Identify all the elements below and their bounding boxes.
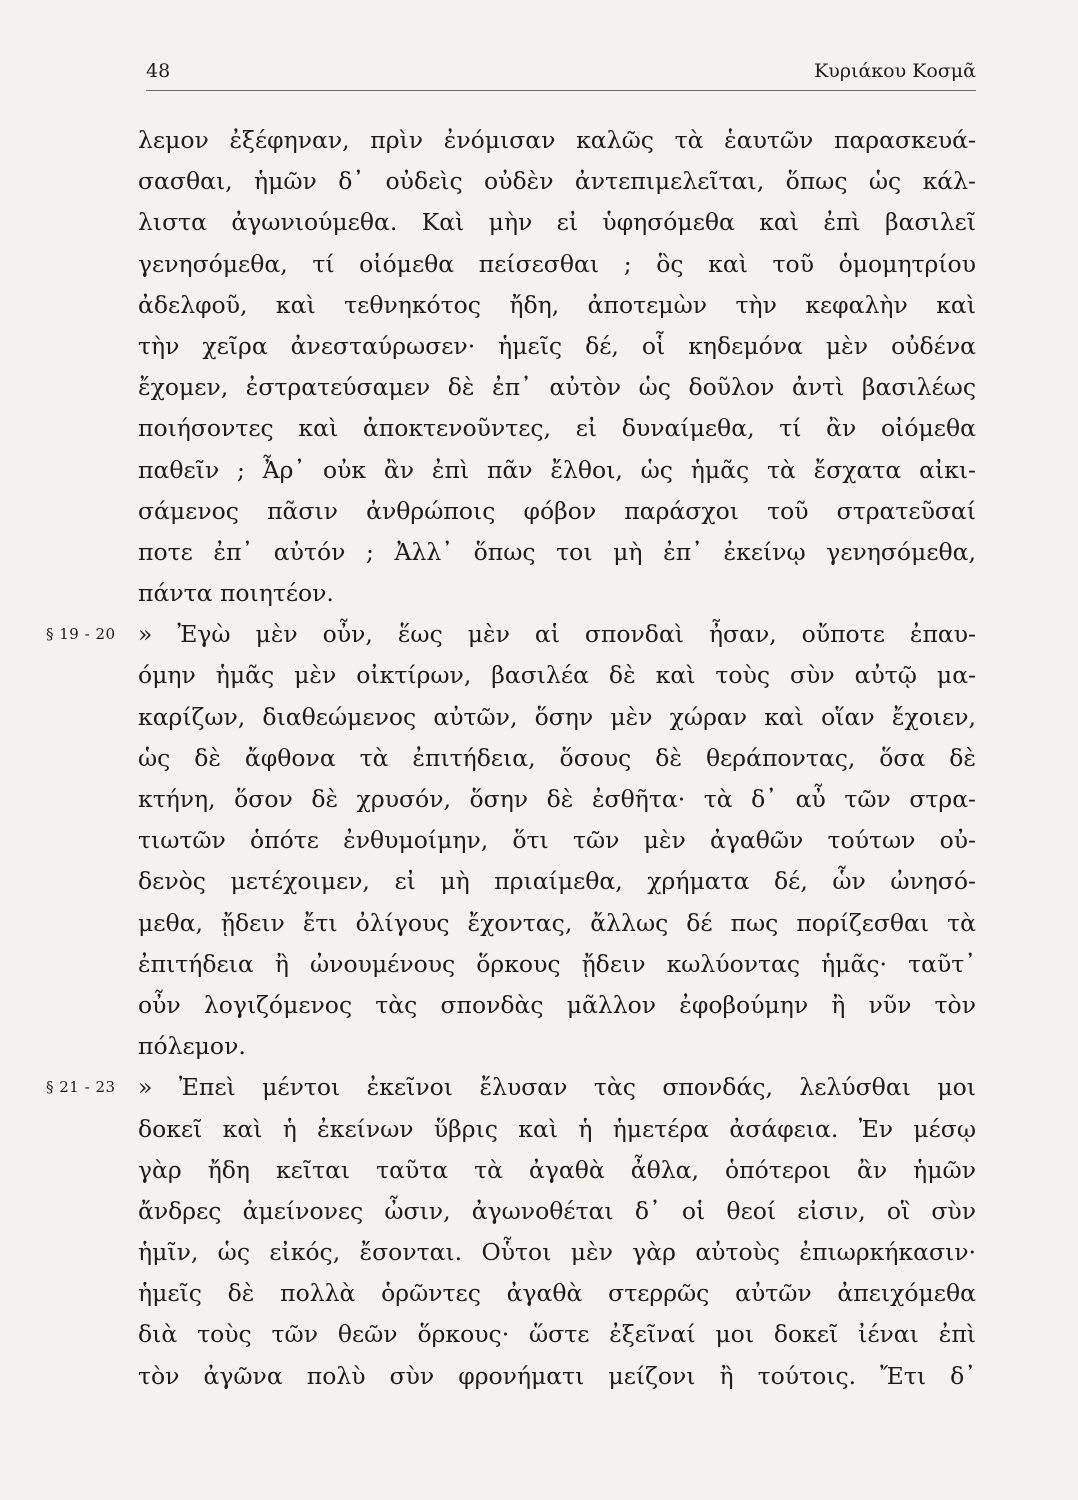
page-header [146,58,976,91]
running-head: Κυριάκου Κοσμᾶ [814,60,976,82]
text-line: τὸν ἀγῶνα πολὺ σὺν φρονήματι μείζονι ἢ τούτοις. Ἔτι δ᾽ [138,1361,976,1390]
line-text: » Ἐγὼ μὲν οὖν, ἕως μὲν αἱ σπονδαὶ ἦσαν, οὔποτε ἐπαυ- [138,620,976,649]
text-line: δοκεῖ καὶ ἡ ἐκείνων ὕβρις καὶ ἡ ἡμετέρα ἀσάφεια. Ἐν μέσῳ [138,1114,976,1143]
text-line: λιστα ἀγωνιούμεθα. Καὶ μὴν εἰ ὑφησόμεθα καὶ ἐπὶ βασιλεῖ [138,208,976,237]
text-line: μεθα, ᾔδειν ἔτι ὀλίγους ἔχοντας, ἄλλως δέ πως πορίζεσθαι τὰ [138,908,976,937]
text-line: πόλεμον. [138,1032,246,1061]
text-line: πάντα ποιητέον. [138,579,334,608]
text-line [46,614,976,655]
text-line: σάμενος πᾶσιν ἀνθρώποις φόβον παράσχοι τοῦ στρατεῦσαί [138,496,976,525]
text-line: λεμον ἐξέφηναν, πρὶν ἐνόμισαν καλῶς τὰ ἑαυτῶν παρασκευά- [138,126,976,154]
text-line: ἡμῖν, ὡς εἰκός, ἔσονται. Οὗτοι μὲν γὰρ αὐτοὺς ἐπιωρκήκασιν· [138,1238,976,1267]
text-line: ὡς δὲ ἄφθονα τὰ ἐπιτήδεια, ὅσους δὲ θεράποντας, ὅσα δὲ [138,743,976,772]
text-line: τὴν χεῖρα ἀνεσταύρωσεν· ἡμεῖς δέ, οἷ κηδεμόνα μὲν οὐδένα [138,331,976,360]
text-line: ποιήσοντες καὶ ἀποκτενοῦντες, εἰ δυναίμεθα, τί ἂν οἰόμεθα [138,414,976,443]
text-line: ἄνδρες ἀμείνονες ὦσιν, ἀγωνοθέται δ᾽ οἱ θεοί εἰσιν, οἳ σὺν [138,1196,976,1225]
text-line: καρίζων, διαθεώμενος αὐτῶν, ὅσην μὲν χώραν καὶ οἵαν ἔχοιεν, [138,702,976,731]
section-marker: § 21 - 23 [46,1078,116,1097]
text-line: οὖν λογιζόμενος τὰς σπονδὰς μᾶλλον ἐφοβούμην ἢ νῦν τὸν [138,990,976,1019]
text-line: τιωτῶν ὁπότε ἐνθυμοίμην, ὅτι τῶν μὲν ἀγαθῶν τούτων οὐ- [138,826,976,855]
text-line: παθεῖν ; Ἆρ᾽ οὐκ ἂν ἐπὶ πᾶν ἔλθοι, ὡς ἡμᾶς τὰ ἔσχατα αἰκι- [138,455,976,484]
text-line: δενὸς μετέχοιμεν, εἰ μὴ πριαίμεθα, χρήματα δέ, ὧν ὠνησό- [138,867,976,896]
text-line: σασθαι, ἡμῶν δ᾽ οὐδεὶς οὐδὲν ἀντεπιμελεῖται, ὅπως ὡς κάλ- [138,167,976,196]
text-line: ἀδελφοῦ, καὶ τεθνηκότος ἤδη, ἀποτεμὼν τὴν κεφαλὴν καὶ [138,290,976,319]
text-line: διὰ τοὺς τῶν θεῶν ὅρκους· ὥστε ἐξεῖναί μοι δοκεῖ ἰέναι ἐπὶ [138,1320,976,1349]
text-line: ἔχομεν, ἐστρατεύσαμεν δὲ ἐπ᾽ αὐτὸν ὡς δοῦλον ἀντὶ βασιλέως [138,373,976,402]
text-line [46,1067,976,1108]
text-line: γὰρ ἤδη κεῖται ταῦτα τὰ ἀγαθὰ ἆθλα, ὁπότεροι ἂν ἡμῶν [138,1155,976,1184]
body-text [46,120,976,1397]
text-line: ἐπιτήδεια ἢ ὠνουμένους ὅρκους ᾔδειν κωλύοντας ἡμᾶς· ταῦτ᾽ [138,949,976,978]
text-line: κτήνη, ὅσον δὲ χρυσόν, ὅσην δὲ ἐσθῆτα· τὰ δ᾽ αὖ τῶν στρα- [138,785,976,813]
text-line: όμην ἡμᾶς μὲν οἰκτίρων, βασιλέα δὲ καὶ τοὺς σὺν αὐτῷ μα- [138,661,976,690]
page-number: 48 [146,60,171,82]
line-text: » Ἐπεὶ μέντοι ἐκεῖνοι ἔλυσαν τὰς σπονδάς, λελύσθαι μοι [138,1073,976,1102]
section-marker: § 19 - 20 [46,625,116,644]
text-line: ποτε ἐπ᾽ αὐτόν ; Ἀλλ᾽ ὅπως τοι μὴ ἐπ᾽ ἐκείνῳ γενησόμεθα, [138,537,976,566]
text-line: ἡμεῖς δὲ πολλὰ ὁρῶντες ἀγαθὰ στερρῶς αὐτῶν ἀπειχόμεθα [138,1279,976,1308]
text-line: γενησόμεθα, τί οἰόμεθα πείσεσθαι ; ὃς καὶ τοῦ ὁμομητρίου [138,249,976,278]
